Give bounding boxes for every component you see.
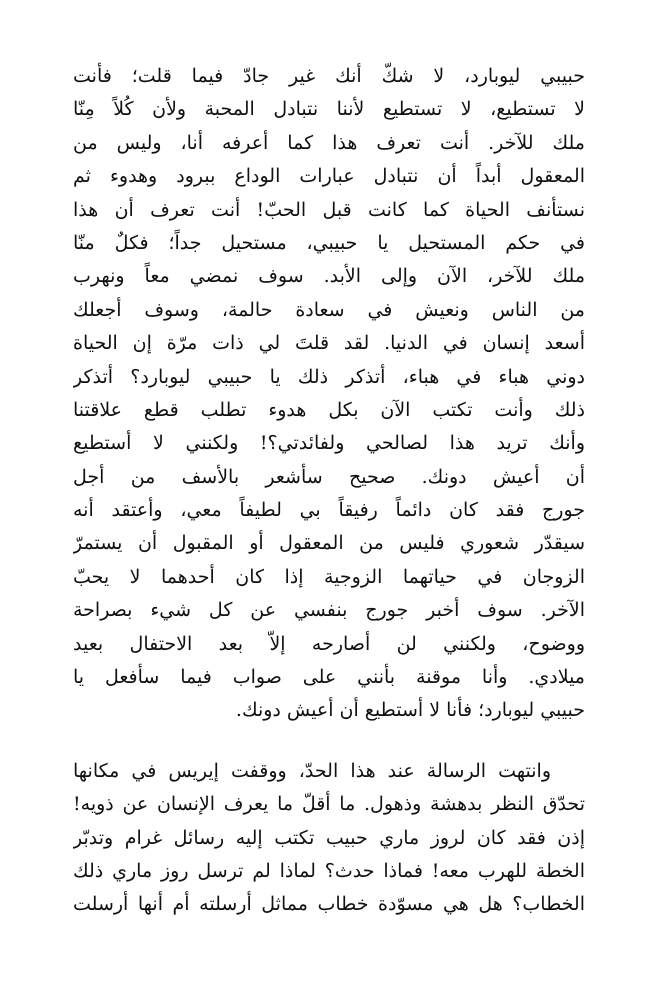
text-line: المعقول أبداً أن نتبادل عبارات الوداع ببرود وهدوء ثم bbox=[73, 165, 585, 188]
text-line: ملك للآخر، الآن وإلى الأبد. سوف نمضي معاً ونهرب bbox=[73, 265, 585, 288]
text-line: ووضوح، ولكنني لن أصارحه إلاّ بعد الاحتفال بعيد bbox=[73, 632, 585, 655]
text-line: من الناس ونعيش في سعادة حالمة، وسوف أجعلك bbox=[73, 298, 585, 321]
letter-paragraph bbox=[73, 60, 585, 728]
text-line: الخطة للهرب معه! فماذا حدث؟ لماذا لم ترسل روز ماري ذلك bbox=[73, 859, 585, 882]
text-line: أن أعيش دونك. صحيح سأشعر بالأسف من أجل bbox=[73, 465, 585, 488]
text-line: الزوجان في حياتهما الزوجية إذا كان أحدهما لا يحبّ bbox=[73, 565, 585, 588]
text-line: ملك للآخر. أنت تعرف هذا كما أعرفه أنا، وليس من bbox=[73, 131, 585, 154]
text-line: في حكم المستحيل يا حبيبي، مستحيل جداً؛ فكلٌ منّا bbox=[73, 231, 585, 254]
document-page bbox=[73, 60, 585, 922]
text-line: جورج فقد كان دائماً رفيقاً بي لطيفاً معي، وأعتقد أنه bbox=[73, 499, 585, 522]
text-line: ميلادي. وأنا موقنة بأنني على صواب فيما سأفعل يا bbox=[73, 666, 585, 689]
paragraph-spacer bbox=[73, 728, 585, 755]
narrative-paragraph bbox=[73, 755, 585, 922]
text-line: إذن فقد كان لروز ماري حبيب تكتب إليه رسائل غرام وتدبّر bbox=[73, 826, 585, 849]
text-line: دوني هباء في هباء، أتذكر ذلك يا حبيبي ليوبارد؟ أتذكر bbox=[73, 365, 585, 388]
text-line: الآخر. سوف أخبر جورج بنفسي عن كل شيء بصراحة bbox=[73, 599, 585, 622]
text-line: وانتهت الرسالة عند هذا الحدّ، ووقفت إيريس في مكانها bbox=[73, 759, 551, 782]
text-line: الخطاب؟ هل هي مسوّدة خطاب مماثل أرسلته أم أنها أرسلت bbox=[73, 893, 585, 916]
text-line: ذلك وأنت تكتب الآن بكل هدوء تطلب قطع علاقتنا bbox=[73, 398, 585, 421]
text-line: أسعد إنسان في الدنيا. لقد قلتَ لي ذات مرّة إن الحياة bbox=[73, 332, 585, 355]
text-line: لا تستطيع، لا تستطيع لأننا نتبادل المحبة ولأن كُلاً مِنّا bbox=[73, 98, 585, 121]
text-line: حبيبي ليوبارد، لا شكّ أنك غير جادّ فيما قلت؛ فأنت bbox=[73, 65, 585, 87]
text-line: تحدّق النظر بدهشة وذهول. ما أقلّ ما يعرف الإنسان عن ذويه! bbox=[73, 793, 585, 816]
text-line: حبيبي ليوبارد؛ فأنا لا أستطيع أن أعيش دونك. bbox=[235, 699, 585, 722]
text-line: سيقدّر شعوري فليس من المعقول أو المقبول أن يستمرّ bbox=[73, 532, 585, 555]
text-line: نستأنف الحياة كما كانت قبل الحبّ! أنت تعرف أن هذا bbox=[73, 198, 585, 221]
text-line: وأنك تريد هذا لصالحي ولفائدتي؟! ولكنني لا أستطيع bbox=[73, 432, 585, 455]
